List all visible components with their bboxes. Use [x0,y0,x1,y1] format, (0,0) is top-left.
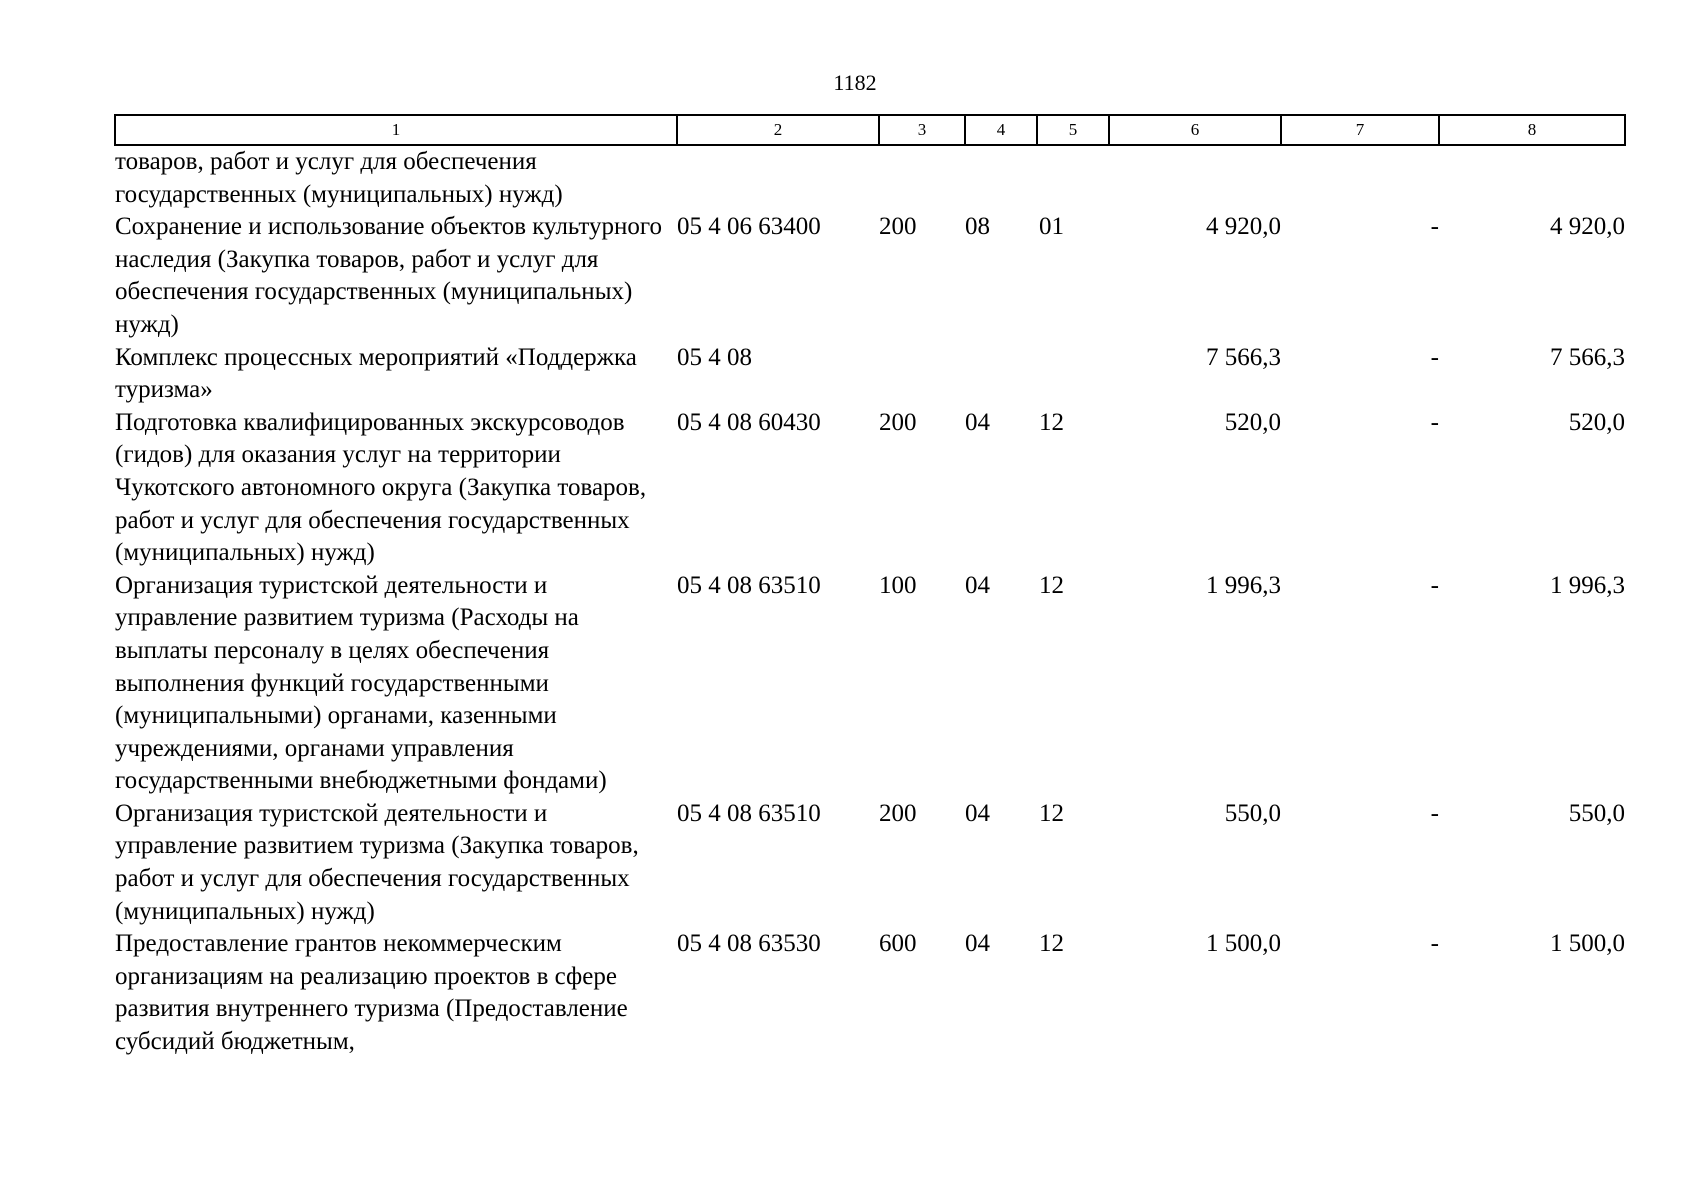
row-rz: 04 [965,799,990,827]
row-total: 4 920,0 [1550,213,1625,241]
row-total: 520,0 [1568,408,1625,436]
row-sum: 550,0 [1224,799,1281,827]
page-number: 1182 [833,70,877,95]
column-header-5: 5 [1037,115,1109,145]
row-pr: 12 [1039,408,1064,436]
row-pr: 01 [1039,213,1064,241]
row-vr: 100 [879,571,917,599]
row-code: 05 4 08 60430 [677,408,821,436]
row-total: 7 566,3 [1550,343,1625,371]
row-vr [879,342,965,407]
row-code: 05 4 08 63510 [677,571,821,599]
column-header-2: 2 [677,115,879,145]
table-row [115,570,1625,798]
row-sum: 1 500,0 [1206,930,1281,958]
row-sum: 520,0 [1224,408,1281,436]
row-change: - [1430,930,1439,958]
row-change: - [1430,799,1439,827]
column-header-6: 6 [1109,115,1281,145]
row-change: - [1430,408,1439,436]
row-vr: 600 [879,930,917,958]
column-header-1: 1 [115,115,677,145]
row-name: Подготовка квалифицированных экскурсоводов (гидов) для оказания услуг на территории Чукотского автономного округа (Закупка товаров, работ и услуг для обеспечения государственных (муниципальных) нужд) [115,408,647,567]
row-name: Комплекс процессных мероприятий «Поддержка туризма» [115,343,637,404]
row-pr: 12 [1039,799,1064,827]
row-vr: 200 [879,799,917,827]
row-pr [1037,342,1109,407]
row-name: Предоставление грантов некоммерческим организациям на реализацию проектов в сфере развития внутреннего туризма (Предоставление субсидий бюджетным, [115,930,628,1056]
row-total: 1 500,0 [1550,930,1625,958]
row-name: Организация туристской деятельности и управление развитием туризма (Расходы на выплаты персоналу в целях обеспечения выполнения функций государственными (муниципальными) органами, казенными учреждениями, органами управления государственными внебюджетными фондами) [115,571,607,795]
row-rz: 04 [965,408,990,436]
row-total: 550,0 [1568,799,1625,827]
table-row [115,407,1625,570]
row-sum [1109,145,1281,211]
row-pr: 12 [1039,930,1064,958]
row-vr [879,145,965,211]
row-name: товаров, работ и услуг для обеспечения государственных (муниципальных) нужд) [115,148,563,208]
row-total: 1 996,3 [1550,571,1625,599]
row-rz: 08 [965,213,990,241]
row-name: Сохранение и использование объектов культурного наследия (Закупка товаров, работ и услуг для обеспечения государственных (муниципальных) нужд) [115,213,662,338]
budget-table [114,114,1626,1059]
row-rz [965,342,1037,407]
row-change [1281,145,1439,211]
row-sum: 7 566,3 [1206,343,1281,371]
row-vr: 200 [879,213,917,241]
row-change: - [1430,213,1439,241]
row-vr: 200 [879,408,917,436]
row-name: Организация туристской деятельности и управление развитием туризма (Закупка товаров, работ и услуг для обеспечения государственных (муниципальных) нужд) [115,799,639,925]
column-header-8: 8 [1439,115,1625,145]
row-sum: 1 996,3 [1206,571,1281,599]
row-rz: 04 [965,930,990,958]
row-sum: 4 920,0 [1206,213,1281,241]
table-row [115,928,1625,1058]
row-rz: 04 [965,571,990,599]
table-row [115,342,1625,407]
row-change: - [1430,571,1439,599]
table-row [115,798,1625,928]
table-header-row [115,115,1625,145]
row-pr [1037,145,1109,211]
row-total [1439,145,1625,211]
row-change: - [1430,343,1439,371]
row-code: 05 4 08 63510 [677,799,821,827]
row-pr: 12 [1039,571,1064,599]
table-row [115,211,1625,341]
column-header-3: 3 [879,115,965,145]
row-code: 05 4 08 [677,343,752,371]
table-row [115,145,1625,211]
row-rz [965,145,1037,211]
row-code: 05 4 08 63530 [677,930,821,958]
column-header-4: 4 [965,115,1037,145]
row-code: 05 4 06 63400 [677,213,821,241]
row-code [677,145,879,211]
column-header-7: 7 [1281,115,1439,145]
